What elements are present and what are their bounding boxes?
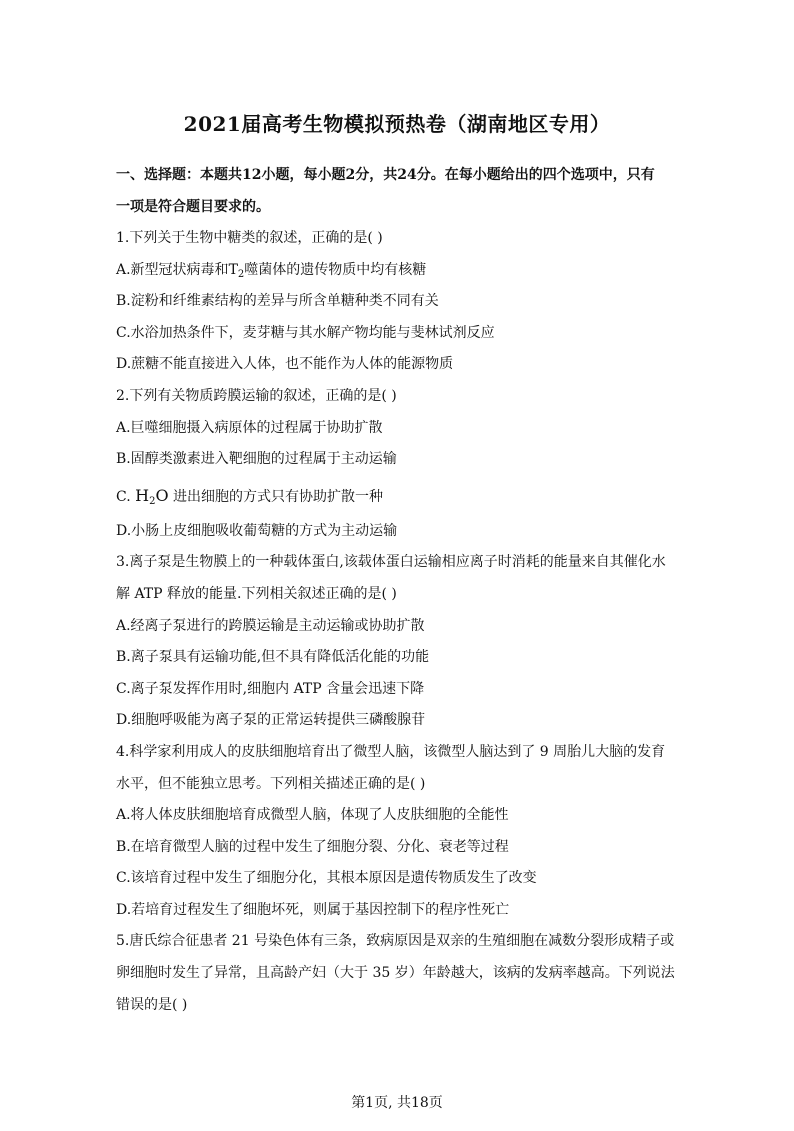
subscript: 2 <box>237 268 245 280</box>
option-b[interactable]: B.在培育微型人脑的过程中发生了细胞分裂、分化、衰老等过程 <box>116 838 509 855</box>
question-4 <box>116 737 682 927</box>
question-stem: 错误的是( ) <box>116 996 188 1013</box>
question-stem: 水平，但不能独立思考。下列相关描述正确的是( ) <box>116 775 426 792</box>
question-5 <box>116 926 682 1021</box>
option-d[interactable]: D.细胞呼吸能为离子泵的正常运转提供三磷酸腺苷 <box>116 712 426 729</box>
question-stem: 解 ATP 释放的能量.下列相关叙述正确的是( ) <box>116 585 397 602</box>
option-a[interactable] <box>116 255 682 287</box>
question-stem: 4.科学家利用成人的皮肤细胞培育出了微型人脑，该微型人脑达到了 9 周胎儿大脑的发育 <box>116 743 666 760</box>
option-c[interactable]: C.离子泵发挥作用时,细胞内 ATP 含量会迅速下降 <box>116 680 425 697</box>
question-list <box>116 223 682 1021</box>
section-header-line: 一、选择题：本题共12小题，每小题2分，共24分。在每小题给出的四个选项中，只有 <box>116 167 655 183</box>
option-c[interactable]: C.该培育过程中发生了细胞分化，其根本原因是遗传物质发生了改变 <box>116 870 537 887</box>
question-3 <box>116 547 682 737</box>
option-c[interactable] <box>116 476 682 516</box>
option-b[interactable]: B.离子泵具有运输功能,但不具有降低活化能的功能 <box>116 649 430 666</box>
page-footer: 第1页, 共18页 <box>351 1095 443 1111</box>
option-text: T <box>228 261 238 278</box>
question-stem: 1.下列关于生物中糖类的叙述，正确的是( ) <box>116 230 383 246</box>
question-stem: 3.离子泵是生物膜上的一种载体蛋白,该载体蛋白运输相应离子时消耗的能量来自其催化水 <box>116 554 666 571</box>
section-header <box>116 160 686 223</box>
question-stem: 5.唐氏综合征患者 21 号染色体有三条，致病原因是双亲的生殖细胞在减数分裂形成精子或 <box>116 933 675 950</box>
option-c[interactable]: C.水浴加热条件下，麦芽糖与其水解产物均能与斐林试剂反应 <box>116 324 495 341</box>
subscript: 2 <box>149 495 156 507</box>
option-a[interactable]: A.经离子泵进行的跨膜运输是主动运输或协助扩散 <box>116 617 425 634</box>
option-text: A.新型冠状病毒和 <box>116 261 229 278</box>
question-stem: 2.下列有关物质跨膜运输的叙述，正确的是( ) <box>116 387 397 404</box>
question-stem: 卵细胞时发生了异常，且高龄产妇（大于 35 岁）年龄越大，该病的发病率越高。下列说法 <box>116 965 675 982</box>
question-2 <box>116 381 682 547</box>
option-a[interactable]: A.将人体皮肤细胞培育成微型人脑，体现了人皮肤细胞的全能性 <box>116 807 509 824</box>
option-text: 噬菌体的遗传物质中均有核糖 <box>244 261 427 278</box>
question-1 <box>116 223 682 381</box>
option-a[interactable]: A.巨噬细胞摄入病原体的过程属于协助扩散 <box>116 419 383 436</box>
document-title: 2021届高考生物模拟预热卷（湖南地区专用） <box>183 112 611 136</box>
section-header-line: 一项是符合题目要求的。 <box>116 198 270 215</box>
option-text: 进出细胞的方式只有协助扩散一种 <box>168 488 384 505</box>
option-d[interactable]: D.若培育过程发生了细胞坏死，则属于基因控制下的程序性死亡 <box>116 901 510 918</box>
option-d[interactable]: D.小肠上皮细胞吸收葡萄糖的方式为主动运输 <box>116 522 398 539</box>
option-d[interactable]: D.蔗糖不能直接进入人体，也不能作为人体的能源物质 <box>116 356 454 373</box>
option-b[interactable]: B.固醇类激素进入靶细胞的过程属于主动运输 <box>116 451 397 468</box>
option-text: C. <box>116 488 136 505</box>
option-b[interactable]: B.淀粉和纤维素结构的差异与所含单糖种类不同有关 <box>116 293 439 310</box>
formula-h: H <box>135 485 150 505</box>
formula-o: O <box>155 485 169 505</box>
